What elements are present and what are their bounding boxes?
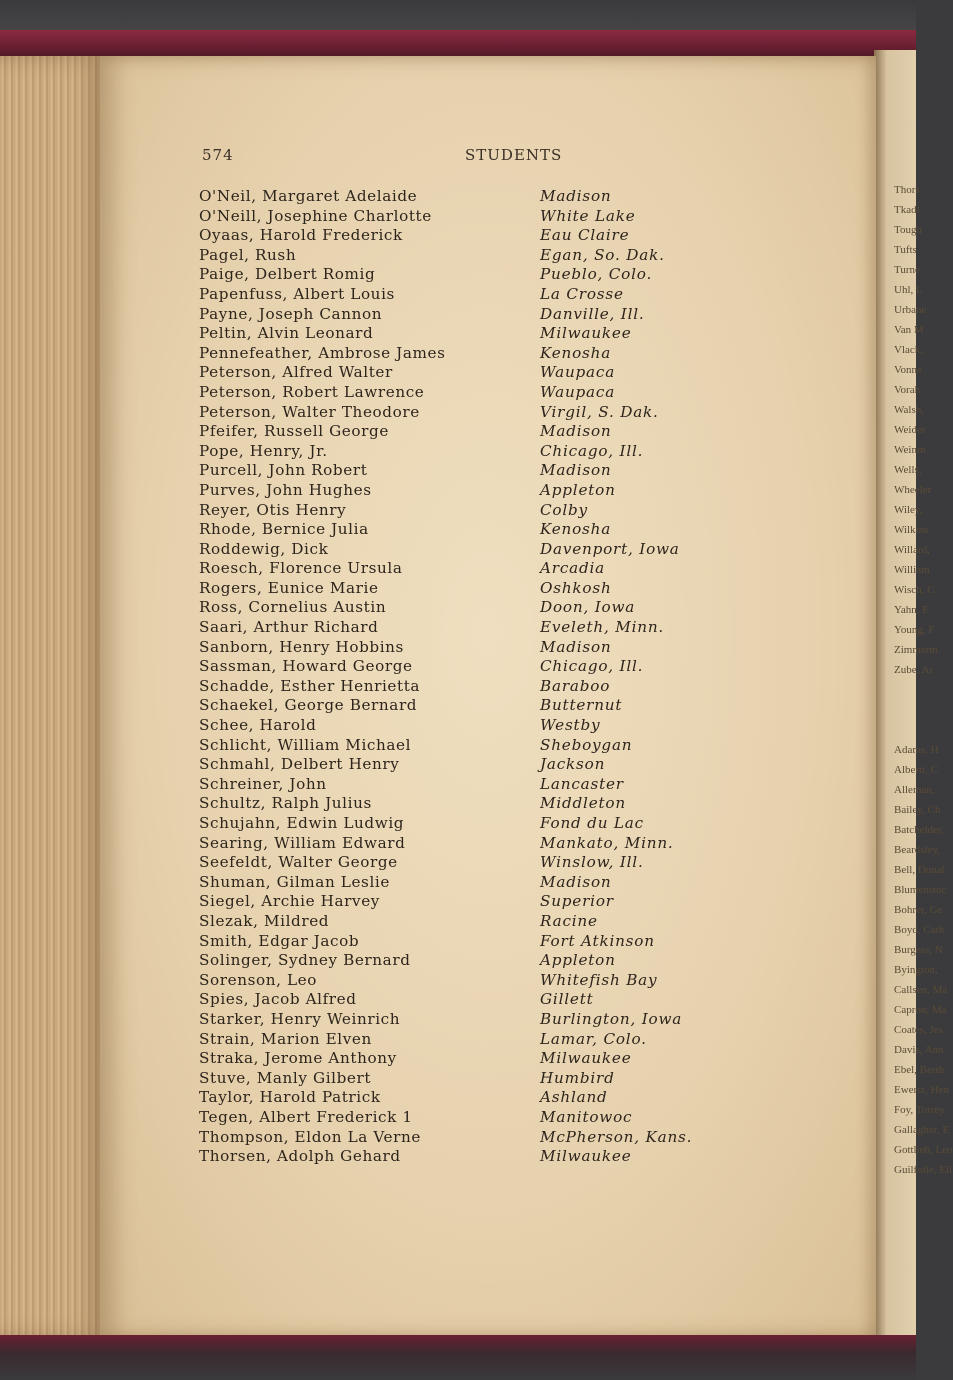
facing-page-text: Adams, H [894, 744, 939, 756]
student-entry [199, 657, 759, 677]
student-name: Rogers, Eunice Marie [199, 578, 379, 597]
student-entry [199, 579, 759, 599]
student-name: O'Neill, Josephine Charlotte [199, 206, 432, 225]
student-hometown: Baraboo [540, 676, 611, 695]
student-name: Slezak, Mildred [199, 911, 330, 930]
student-hometown: Milwaukee [540, 324, 632, 343]
student-hometown: La Crosse [540, 284, 624, 303]
student-entry [199, 1069, 759, 1089]
student-name: Purcell, John Robert [199, 461, 368, 480]
facing-page-text: Bohrer, Ge [894, 904, 943, 916]
student-name: Schreiner, John [199, 774, 327, 793]
student-name: Pagel, Rush [199, 245, 297, 264]
student-entry [199, 1030, 759, 1050]
student-entry [199, 187, 759, 207]
student-name: Schaekel, George Bernard [199, 696, 418, 715]
student-entry [199, 598, 759, 618]
student-hometown: Winslow, Ill. [540, 853, 644, 872]
student-hometown: Whitefish Bay [540, 970, 658, 989]
student-entry [199, 638, 759, 658]
student-entry [199, 461, 759, 481]
facing-page-text: Alleman, [894, 784, 935, 796]
student-hometown: Chicago, Ill. [540, 441, 644, 460]
facing-page-text: Ewertz, Hen [894, 1084, 949, 1096]
student-name: Peterson, Alfred Walter [199, 363, 393, 382]
page-number: 574 [202, 146, 234, 164]
facing-page-text: Urbane [894, 304, 927, 316]
facing-page-text: Burgess, N [894, 944, 943, 956]
student-hometown: Kenosha [540, 520, 612, 539]
student-hometown: Doon, Iowa [540, 598, 636, 617]
facing-page-text: Vorah [894, 384, 921, 396]
student-entry [199, 794, 759, 814]
student-entry [199, 1049, 759, 1069]
student-hometown: Milwaukee [540, 1049, 632, 1068]
facing-page-text: Bailey, Ch [894, 804, 941, 816]
student-entry [199, 324, 759, 344]
facing-page-text: Young, F [894, 624, 935, 636]
student-entry [199, 520, 759, 540]
student-hometown: Egan, So. Dak. [540, 245, 665, 264]
student-name: Peterson, Robert Lawrence [199, 382, 425, 401]
student-entry [199, 442, 759, 462]
facing-page-text: Wilkins [894, 524, 929, 536]
student-name: Stuve, Manly Gilbert [199, 1068, 372, 1087]
student-entry [199, 892, 759, 912]
student-name: Pope, Henry, Jr. [199, 441, 328, 460]
facing-page-text: Weinm [894, 444, 926, 456]
student-name: Purves, John Hughes [199, 480, 372, 499]
student-entry [199, 285, 759, 305]
facing-page-text: Tkadl [894, 204, 920, 216]
student-name: Thorsen, Adolph Gehard [199, 1147, 401, 1166]
facing-page-text: Gallagher, E [894, 1124, 950, 1136]
student-name: Smith, Edgar Jacob [199, 931, 360, 950]
student-name: O'Neil, Margaret Adelaide [199, 187, 418, 205]
student-hometown: McPherson, Kans. [540, 1127, 693, 1146]
student-entry [199, 1108, 759, 1128]
facing-page-text: Walsh, [894, 404, 924, 416]
facing-page-text: Wisch, C [894, 584, 935, 596]
student-hometown: Milwaukee [540, 1147, 632, 1166]
facing-page-text: Capron, Ma [894, 1004, 947, 1016]
student-entry [199, 951, 759, 971]
student-entry [199, 853, 759, 873]
student-hometown: Ashland [540, 1088, 608, 1107]
student-hometown: Eau Claire [540, 226, 630, 245]
student-entry [199, 383, 759, 403]
student-hometown: Lancaster [540, 774, 624, 793]
student-name: Reyer, Otis Henry [199, 500, 347, 519]
facing-page-text: Batchelder, [894, 824, 944, 836]
student-hometown: Madison [540, 422, 612, 441]
student-name: Roddewig, Dick [199, 539, 329, 558]
student-name: Saari, Arthur Richard [199, 618, 379, 637]
facing-page-text: Vlack, [894, 344, 924, 356]
student-name: Tegen, Albert Frederick 1 [199, 1107, 413, 1126]
facing-page-text: Uhl, L [894, 284, 923, 296]
student-name: Strain, Marion Elven [199, 1029, 372, 1048]
student-hometown: Danville, Ill. [540, 304, 645, 323]
student-hometown: Gillett [540, 990, 594, 1009]
student-entry [199, 873, 759, 893]
student-hometown: Davenport, Iowa [540, 539, 680, 558]
student-entry [199, 932, 759, 952]
facing-page-text: Ebel, Berth [894, 1064, 945, 1076]
student-name: Straka, Jerome Anthony [199, 1049, 397, 1068]
student-entry [199, 716, 759, 736]
student-hometown: Arcadia [540, 559, 606, 578]
facing-page-text: Vonne [894, 364, 922, 376]
background-top [0, 0, 916, 34]
facing-page-text: Zube, Ar [894, 664, 934, 676]
facing-page-text: Gottlieb, Leo [894, 1144, 953, 1156]
facing-page-text: Tough [894, 224, 922, 236]
student-name: Payne, Joseph Cannon [199, 304, 383, 323]
student-entry [199, 501, 759, 521]
student-name: Seefeldt, Walter George [199, 853, 398, 872]
facing-page-text: William [894, 564, 930, 576]
student-entry [199, 1088, 759, 1108]
student-entry [199, 481, 759, 501]
student-entry [199, 363, 759, 383]
running-head: STUDENTS [465, 146, 563, 164]
student-name: Schmahl, Delbert Henry [199, 755, 400, 774]
facing-page-text: Wiley, [894, 504, 923, 516]
student-entry [199, 696, 759, 716]
student-name: Pfeifer, Russell George [199, 422, 389, 441]
student-entry [199, 207, 759, 227]
book-cover-edge [0, 30, 916, 58]
student-entry [199, 559, 759, 579]
student-name: Thompson, Eldon La Verne [199, 1127, 421, 1146]
student-name: Sassman, Howard George [199, 657, 413, 676]
student-entry [199, 246, 759, 266]
student-hometown: Chicago, Ill. [540, 657, 644, 676]
student-name: Searing, William Edward [199, 833, 406, 852]
student-name: Sanborn, Henry Hobbins [199, 637, 404, 656]
student-name: Schadde, Esther Henrietta [199, 676, 421, 695]
facing-page-text: Blumenstoc [894, 884, 947, 896]
student-entry [199, 971, 759, 991]
student-entry [199, 912, 759, 932]
facing-page-text: Van M [894, 324, 924, 336]
student-entry [199, 1010, 759, 1030]
student-name: Peltin, Alvin Leonard [199, 324, 374, 343]
student-name: Schultz, Ralph Julius [199, 794, 372, 813]
student-name: Roesch, Florence Ursula [199, 559, 403, 578]
facing-page-text: Turne [894, 264, 920, 276]
student-hometown: Waupaca [540, 363, 616, 382]
facing-page-text: Guilfoile, Eli [894, 1164, 953, 1176]
student-name: Pennefeather, Ambrose James [199, 343, 446, 362]
student-hometown: Appleton [540, 480, 616, 499]
book-cover-bottom [0, 1335, 916, 1380]
student-name: Spies, Jacob Alfred [199, 990, 357, 1009]
student-name: Starker, Henry Weinrich [199, 1009, 401, 1028]
facing-page-fragment [874, 50, 953, 1340]
student-name: Rhode, Bernice Julia [199, 520, 369, 539]
facing-page-text: Boyd, Cath [894, 924, 945, 936]
student-hometown: Jackson [540, 755, 606, 774]
student-name: Shuman, Gilman Leslie [199, 872, 390, 891]
facing-page-text: Yahn, E [894, 604, 929, 616]
student-hometown: White Lake [540, 206, 636, 225]
student-entry [199, 540, 759, 560]
student-name: Paige, Delbert Romig [199, 265, 376, 284]
student-hometown: Oshkosh [540, 578, 612, 597]
student-hometown: Westby [540, 716, 601, 735]
facing-page-text: Zimmerm [894, 644, 938, 656]
student-hometown: Manitowoc [540, 1107, 633, 1126]
student-hometown: Madison [540, 187, 612, 205]
facing-page-text: Byington, [894, 964, 938, 976]
facing-page-text: Callsen, Ma [894, 984, 948, 996]
page-stack-edge [0, 56, 110, 1338]
student-hometown: Pueblo, Colo. [540, 265, 653, 284]
student-entry [199, 677, 759, 697]
student-entry [199, 226, 759, 246]
student-name: Peterson, Walter Theodore [199, 402, 420, 421]
student-name: Schujahn, Edwin Ludwig [199, 814, 405, 832]
student-entry [199, 736, 759, 756]
student-hometown: Virgil, S. Dak. [540, 402, 659, 421]
student-hometown: Fort Atkinson [540, 931, 655, 950]
student-entry [199, 344, 759, 364]
student-hometown: Superior [540, 892, 614, 911]
facing-page-text: Willard, [894, 544, 930, 556]
student-hometown: Madison [540, 872, 612, 891]
facing-page-text: Beardsley, [894, 844, 941, 856]
facing-page-text: Coates, Jes [894, 1024, 943, 1036]
student-name: Siegel, Archie Harvey [199, 892, 380, 911]
student-entry [199, 814, 759, 834]
student-hometown: Colby [540, 500, 588, 519]
facing-page-text: Tufts [894, 244, 917, 256]
student-entry [199, 265, 759, 285]
student-hometown: Fond du Lac [540, 814, 644, 832]
facing-page-text: Alberti, C [894, 764, 938, 776]
facing-page-text [894, 700, 916, 720]
student-hometown: Appleton [540, 951, 616, 970]
student-entry [199, 422, 759, 442]
facing-page-text: Bell, Donal [894, 864, 945, 876]
student-entry [199, 1128, 759, 1148]
student-hometown: Lamar, Colo. [540, 1029, 647, 1048]
student-name: Schee, Harold [199, 716, 317, 735]
student-entry [199, 990, 759, 1010]
student-name: Papenfuss, Albert Louis [199, 284, 395, 303]
student-hometown: Butternut [540, 696, 623, 715]
facing-page-text: Thors [894, 184, 920, 196]
student-hometown: Middleton [540, 794, 626, 813]
student-hometown: Waupaca [540, 382, 616, 401]
facing-page-text [894, 680, 916, 700]
student-hometown: Racine [540, 911, 598, 930]
facing-page-text: Wheeler [894, 484, 932, 496]
student-entry [199, 618, 759, 638]
facing-page-text [894, 720, 916, 740]
student-name: Solinger, Sydney Bernard [199, 951, 411, 970]
facing-page-text: Davis, Ann [894, 1044, 944, 1056]
student-entry [199, 834, 759, 854]
student-entry [199, 755, 759, 775]
student-hometown: Sheboygan [540, 735, 633, 754]
student-entry [199, 1147, 759, 1167]
student-entry [199, 775, 759, 795]
student-entry [199, 305, 759, 325]
student-name: Schlicht, William Michael [199, 735, 412, 754]
student-name: Ross, Cornelius Austin [199, 598, 387, 617]
student-hometown: Eveleth, Minn. [540, 618, 665, 637]
student-list [199, 187, 759, 1167]
student-name: Sorenson, Leo [199, 970, 317, 989]
student-name: Oyaas, Harold Frederick [199, 226, 403, 245]
student-name: Taylor, Harold Patrick [199, 1088, 381, 1107]
facing-page-text: Wells, [894, 464, 922, 476]
student-hometown: Kenosha [540, 343, 612, 362]
facing-page-text: Foy, Torrey [894, 1104, 945, 1116]
student-entry [199, 403, 759, 423]
student-hometown: Humbird [540, 1068, 615, 1087]
student-hometown: Burlington, Iowa [540, 1009, 683, 1028]
student-hometown: Mankato, Minn. [540, 833, 674, 852]
facing-page-text: Weider [894, 424, 926, 436]
student-hometown: Madison [540, 461, 612, 480]
student-hometown: Madison [540, 637, 612, 656]
